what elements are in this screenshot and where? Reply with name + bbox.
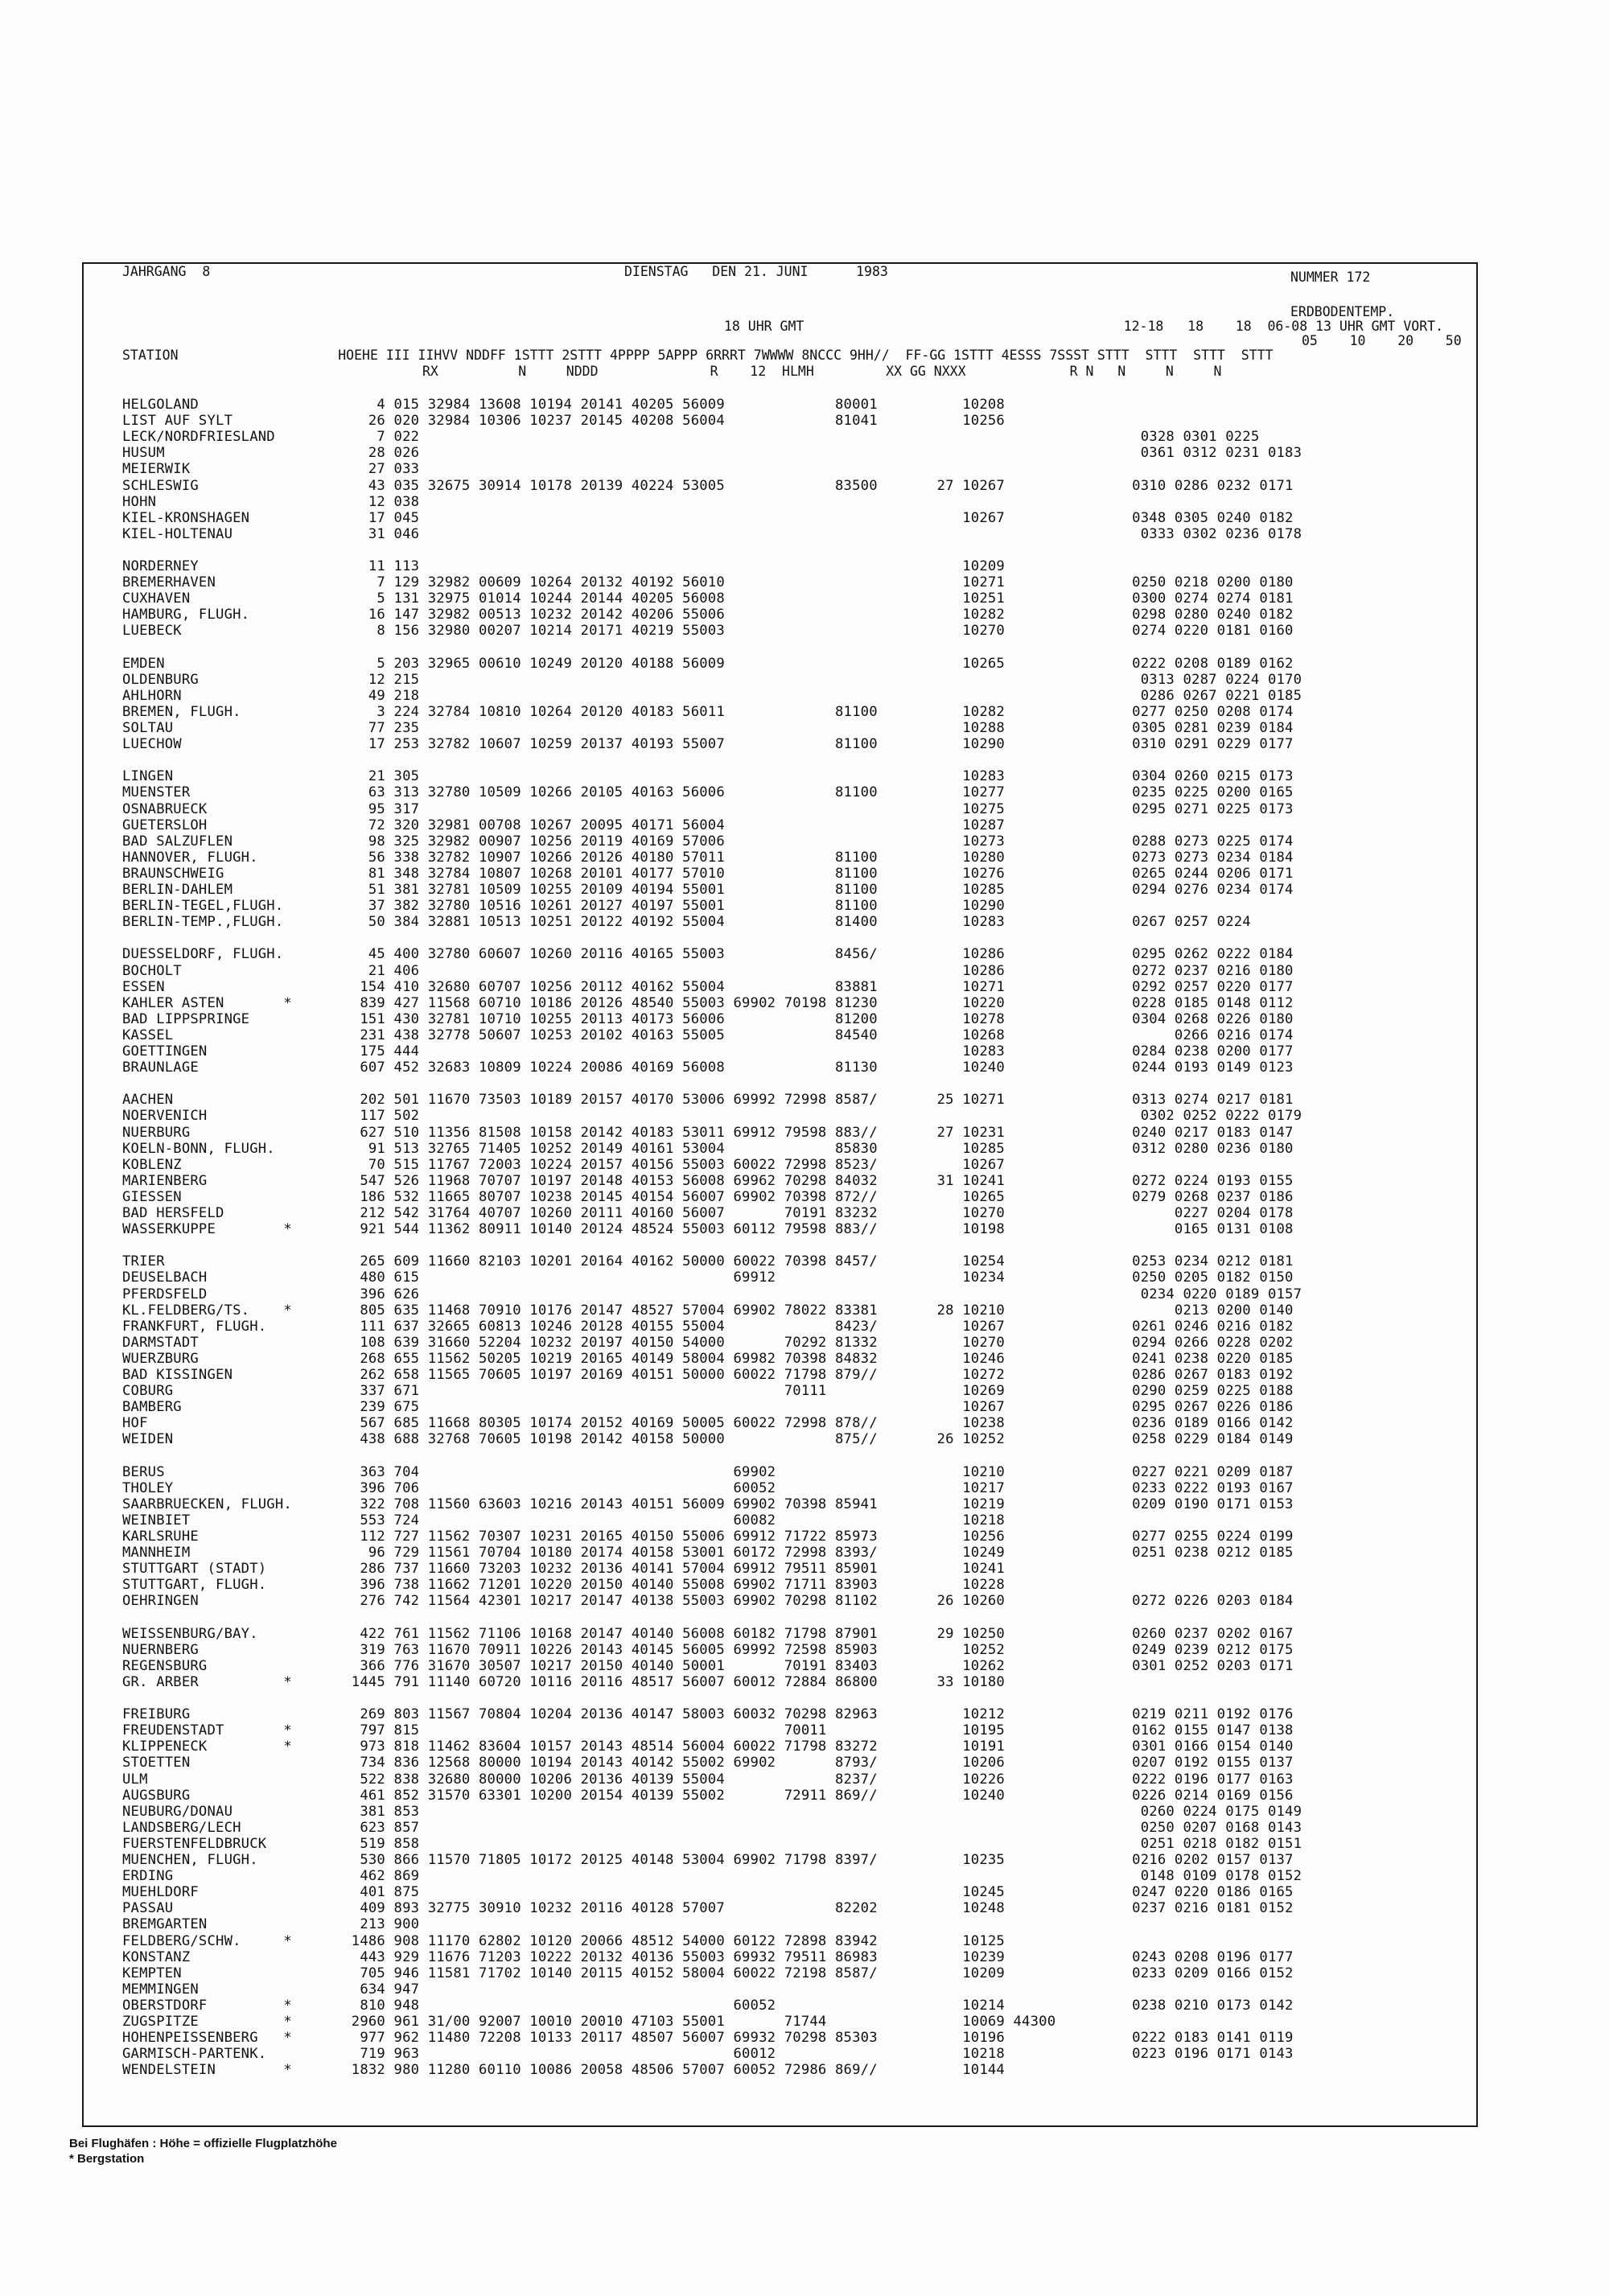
- table-row: AUGSBURG 461 852 31570 63301 10200 20154 40139 55002 72911 869// 10240 0226 0214 0169 0156: [122, 1787, 1294, 1804]
- table-row: MANNHEIM 96 729 11561 70704 10180 20174 40158 53001 60172 72998 8393/ 10249 0251 0238 0212 0185: [122, 1545, 1294, 1562]
- report-number: NUMMER 172: [1290, 270, 1371, 285]
- table-row: BREMERHAVEN 7 129 32982 00609 10264 20132 40192 56010 10271 0250 0218 0200 0180: [122, 574, 1294, 591]
- table-row: KIEL-KRONSHAGEN 17 045 10267 0348 0305 0240 0182: [122, 509, 1294, 526]
- table-row: WENDELSTEIN * 1832 980 11280 60110 10086 20058 48506 57007 60052 72986 869// 10144: [122, 2062, 1005, 2079]
- table-row: LANDSBERG/LECH 623 857 0250 0207 0168 0143: [122, 1819, 1302, 1836]
- column-header-line3: 05 10 20 50: [1302, 333, 1462, 348]
- table-row: LUECHOW 17 253 32782 10607 10259 20137 40193 55007 81100 10290 0310 0291 0229 0177: [122, 736, 1294, 753]
- table-row: WASSERKUPPE * 921 544 11362 80911 10140 20124 48524 55003 60112 79598 883// 10198 0165 0131 0108: [122, 1221, 1294, 1238]
- table-row: KONSTANZ 443 929 11676 71203 10222 20132 40136 55003 69932 79511 86983 10239 0243 0208 0196 0177: [122, 1948, 1294, 1965]
- table-row: PFERDSFELD 396 626 0234 0220 0189 0157: [122, 1286, 1302, 1302]
- table-row: NOERVENICH 117 502 0302 0252 0222 0179: [122, 1108, 1302, 1125]
- column-header-line5: RX N NDDD R 12 HLMH XX GG NXXX R N N N N: [422, 364, 1222, 379]
- table-row: ERDING 462 869 0148 0109 0178 0152: [122, 1868, 1302, 1885]
- table-row: FUERSTENFELDBRUCK 519 858 0251 0218 0182 0151: [122, 1835, 1302, 1852]
- table-row: BAD HERSFELD 212 542 31764 40707 10260 20111 40160 56007 70191 83232 10270 0227 0204 0178: [122, 1205, 1294, 1221]
- table-row: BOCHOLT 21 406 10286 0272 0237 0216 0180: [122, 962, 1294, 979]
- table-row: FREIBURG 269 803 11567 70804 10204 20136 40147 58003 60032 70298 82963 10212 0219 0211 0192 0176: [122, 1706, 1294, 1723]
- table-row: GARMISCH-PARTENK. 719 963 60012 10218 0223 0196 0171 0143: [122, 2046, 1294, 2063]
- table-row: KASSEL 231 438 32778 50607 10253 20102 40163 55005 84540 10268 0266 0216 0174: [122, 1027, 1294, 1043]
- report-date: DIENSTAG DEN 21. JUNI 1983: [624, 264, 888, 279]
- table-row: DARMSTADT 108 639 31660 52204 10232 20197 40150 54000 70292 81332 10270 0294 0266 0228 0202: [122, 1334, 1294, 1351]
- table-row: FRANKFURT, FLUGH. 111 637 32665 60813 10246 20128 40155 55004 8423/ 10267 0261 0246 0216 0182: [122, 1318, 1294, 1335]
- table-row: WUERZBURG 268 655 11562 50205 10219 20165 40149 58004 69982 70398 84832 10246 0241 0238 0220 0185: [122, 1350, 1294, 1367]
- table-row: BERLIN-TEMP.,FLUGH. 50 384 32881 10513 10251 20122 40192 55004 81400 10283 0267 0257 0224: [122, 914, 1251, 931]
- table-row: BERUS 363 704 69902 10210 0227 0221 0209 0187: [122, 1463, 1294, 1480]
- table-row: NUERNBERG 319 763 11670 70911 10226 20143 40145 56005 69992 72598 85903 10252 0249 0239 0212 0175: [122, 1641, 1294, 1658]
- table-row: STOETTEN 734 836 12568 80000 10194 20143 40142 55002 69902 8793/ 10206 0207 0192 0155 0137: [122, 1755, 1294, 1771]
- footnote-airports: Bei Flughäfen : Höhe = offizielle Flugplatzhöhe: [69, 2137, 337, 2150]
- table-row: WEINBIET 553 724 60082 10218: [122, 1512, 1005, 1529]
- table-row: HOHN 12 038: [122, 493, 420, 510]
- table-row: KEMPTEN 705 946 11581 71702 10140 20115 40152 58004 60022 72198 8587/ 10209 0233 0209 0166 0152: [122, 1965, 1294, 1981]
- table-row: KAHLER ASTEN * 839 427 11568 60710 10186 20126 48540 55003 69902 70198 81230 10220 0228 0185 0148 0112: [122, 994, 1294, 1011]
- table-row: AACHEN 202 501 11670 73503 10189 20157 40170 53006 69992 72998 8587/ 25 10271 0313 0274 0217 0181: [122, 1092, 1294, 1109]
- table-row: HUSUM 28 026 0361 0312 0231 0183: [122, 445, 1302, 462]
- footnote-mountain-station: * Bergstation: [69, 2152, 145, 2166]
- table-row: LINGEN 21 305 10283 0304 0260 0215 0173: [122, 768, 1294, 785]
- jahrgang-label: JAHRGANG 8: [122, 264, 211, 279]
- table-row: KL.FELDBERG/TS. * 805 635 11468 70910 10176 20147 48527 57004 69902 78022 83381 28 10210 0213 0200 0140: [122, 1302, 1294, 1319]
- table-row: KOBLENZ 70 515 11767 72003 10224 20157 40156 55003 60022 72998 8523/ 10267: [122, 1156, 1005, 1173]
- table-row: BAMBERG 239 675 10267 0295 0267 0226 0186: [122, 1399, 1294, 1416]
- table-row: HOF 567 685 11668 80305 10174 20152 40169 50005 60022 72998 878// 10238 0236 0189 0166 0142: [122, 1415, 1294, 1432]
- table-row: HOHENPEISSENBERG * 977 962 11480 72208 10133 20117 48507 56007 69932 70298 85303 10196 0222 0183 0141 0119: [122, 2030, 1294, 2047]
- table-row: BRAUNLAGE 607 452 32683 10809 10224 20086 40169 56008 81130 10240 0244 0193 0149 0123: [122, 1060, 1294, 1076]
- table-row: HANNOVER, FLUGH. 56 338 32782 10907 10266 20126 40180 57011 81100 10280 0273 0273 0234 0184: [122, 849, 1294, 866]
- table-row: STUTTGART (STADT) 286 737 11660 73203 10232 20136 40141 57004 69912 79511 85901 10241: [122, 1561, 1005, 1578]
- table-row: KLIPPENECK * 973 818 11462 83604 10157 20143 48514 56004 60022 71798 83272 10191 0301 0166 0154 0140: [122, 1738, 1294, 1755]
- table-row: GOETTINGEN 175 444 10283 0284 0238 0200 0177: [122, 1043, 1294, 1060]
- table-row: WEIDEN 438 688 32768 70605 10198 20142 40158 50000 875// 26 10252 0258 0229 0184 0149: [122, 1431, 1294, 1448]
- table-row: BREMGARTEN 213 900: [122, 1916, 420, 1933]
- table-row: PASSAU 409 893 32775 30910 10232 20116 40128 57007 82202 10248 0237 0216 0181 0152: [122, 1900, 1294, 1917]
- table-row: BAD SALZUFLEN 98 325 32982 00907 10256 20119 40169 57006 10273 0288 0273 0225 0174: [122, 833, 1294, 850]
- table-row: OEHRINGEN 276 742 11564 42301 10217 20147 40138 55003 69902 70298 81102 26 10260 0272 0226 0203 0184: [122, 1593, 1294, 1610]
- table-row: GIESSEN 186 532 11665 80707 10238 20145 40154 56007 69902 70398 872// 10265 0279 0268 0237 0186: [122, 1188, 1294, 1205]
- table-row: FELDBERG/SCHW. * 1486 908 11170 62802 10120 20066 48512 54000 60122 72898 83942 10125: [122, 1932, 1005, 1949]
- table-row: SAARBRUECKEN, FLUGH. 322 708 11560 63603 10216 20143 40151 56009 69902 70398 85941 10219 0209 0190 0171 0153: [122, 1496, 1294, 1512]
- table-row: MUEHLDORF 401 875 10245 0247 0220 0186 0165: [122, 1884, 1294, 1901]
- table-row: OBERSTDORF * 810 948 60052 10214 0238 0210 0173 0142: [122, 1997, 1294, 2014]
- table-row: THOLEY 396 706 60052 10217 0233 0222 0193 0167: [122, 1479, 1294, 1496]
- table-row: STUTTGART, FLUGH. 396 738 11662 71201 10220 20150 40140 55008 69902 71711 83903 10228: [122, 1577, 1005, 1594]
- table-row: HAMBURG, FLUGH. 16 147 32982 00513 10232 20142 40206 55006 10282 0298 0280 0240 0182: [122, 607, 1294, 623]
- table-row: WEISSENBURG/BAY. 422 761 11562 71106 10168 20147 40140 56008 60182 71798 87901 29 10250 0260 0237 0202 0167: [122, 1625, 1294, 1642]
- table-row: NUERBURG 627 510 11356 81508 10158 20142 40183 53011 69912 79598 883// 27 10231 0240 0217 0183 0147: [122, 1124, 1294, 1141]
- table-row: NEUBURG/DONAU 381 853 0260 0224 0175 0149: [122, 1803, 1302, 1820]
- table-row: MUENSTER 63 313 32780 10509 10266 20105 40163 56006 81100 10277 0235 0225 0200 0165: [122, 784, 1294, 801]
- table-row: TRIER 265 609 11660 82103 10201 20164 40162 50000 60022 70398 8457/ 10254 0253 0234 0212 0181: [122, 1253, 1294, 1270]
- table-row: KOELN-BONN, FLUGH. 91 513 32765 71405 10252 20149 40161 53004 85830 10285 0312 0280 0236 0180: [122, 1140, 1294, 1157]
- column-header-line2: 18 UHR GMT 12-18 18 18 06-08 13 UHR GMT VORT.: [724, 319, 1444, 334]
- table-row: ZUGSPITZE * 2960 961 31/00 92007 10010 20010 47103 55001 71744 10069 44300: [122, 2014, 1056, 2030]
- table-row: DEUSELBACH 480 615 69912 10234 0250 0205 0182 0150: [122, 1269, 1294, 1286]
- table-row: REGENSBURG 366 776 31670 30507 10217 20150 40140 50001 70191 83403 10262 0301 0252 0203 0171: [122, 1657, 1294, 1674]
- table-row: ULM 522 838 32680 80000 10206 20136 40139 55004 8237/ 10226 0222 0196 0177 0163: [122, 1771, 1294, 1788]
- table-row: MARIENBERG 547 526 11968 70707 10197 20148 40153 56008 69962 70298 84032 31 10241 0272 0224 0193 0155: [122, 1172, 1294, 1189]
- table-row: SOLTAU 77 235 10288 0305 0281 0239 0184: [122, 720, 1294, 736]
- table-row: ESSEN 154 410 32680 60707 10256 20112 40162 55004 83881 10271 0292 0257 0220 0177: [122, 978, 1294, 995]
- table-row: OLDENBURG 12 215 0313 0287 0224 0170: [122, 671, 1302, 688]
- table-row: LIST AUF SYLT 26 020 32984 10306 10237 20145 40208 56004 81041 10256: [122, 413, 1005, 430]
- table-row: MUENCHEN, FLUGH. 530 866 11570 71805 10172 20125 40148 53004 69902 71798 8397/ 10235 0216 0202 0157 0137: [122, 1852, 1294, 1868]
- table-row: GR. ARBER * 1445 791 11140 60720 10116 20116 48517 56007 60012 72884 86800 33 10180: [122, 1673, 1005, 1690]
- table-row: SCHLESWIG 43 035 32675 30914 10178 20139 40224 53005 83500 27 10267 0310 0286 0232 0171: [122, 477, 1294, 494]
- table-row: LECK/NORDFRIESLAND 7 022 0328 0301 0225: [122, 429, 1260, 446]
- table-row: KARLSRUHE 112 727 11562 70307 10231 20165 40150 55006 69912 71722 85973 10256 0277 0255 0224 0199: [122, 1529, 1294, 1545]
- table-row: LUEBECK 8 156 32980 00207 10214 20171 40219 55003 10270 0274 0220 0181 0160: [122, 623, 1294, 640]
- table-row: KIEL-HOLTENAU 31 046 0333 0302 0236 0178: [122, 525, 1302, 542]
- table-row: BERLIN-DAHLEM 51 381 32781 10509 10255 20109 40194 55001 81100 10285 0294 0276 0234 0174: [122, 882, 1294, 898]
- table-row: MEIERWIK 27 033: [122, 461, 420, 478]
- table-row: BRAUNSCHWEIG 81 348 32784 10807 10268 20101 40177 57010 81100 10276 0265 0244 0206 0171: [122, 865, 1294, 882]
- table-row: BREMEN, FLUGH. 3 224 32784 10810 10264 20120 40183 56011 81100 10282 0277 0250 0208 0174: [122, 703, 1294, 720]
- table-row: EMDEN 5 203 32965 00610 10249 20120 40188 56009 10265 0222 0208 0189 0162: [122, 655, 1294, 672]
- table-row: COBURG 337 671 70111 10269 0290 0259 0225 0188: [122, 1383, 1294, 1400]
- column-header-line1: ERDBODENTEMP.: [1290, 304, 1395, 319]
- table-row: BAD KISSINGEN 262 658 11565 70605 10197 20169 40151 50000 60022 71798 879// 10272 0286 0267 0183 0192: [122, 1367, 1294, 1383]
- table-row: NORDERNEY 11 113 10209: [122, 558, 1005, 574]
- table-row: BAD LIPPSPRINGE 151 430 32781 10710 10255 20113 40173 56006 81200 10278 0304 0268 0226 0180: [122, 1010, 1294, 1027]
- table-row: CUXHAVEN 5 131 32975 01014 10244 20144 40205 56008 10251 0300 0274 0274 0181: [122, 590, 1294, 607]
- table-row: HELGOLAND 4 015 32984 13608 10194 20141 40205 56009 80001 10208: [122, 397, 1005, 413]
- column-header-line4: STATION HOEHE III IIHVV NDDFF 1STTT 2STTT 4PPPP 5APPP 6RRRT 7WWWW 8NCCC 9HH// FF-GG 1STTT 4ESSS 7SSST STTT STTT STTT STTT: [122, 348, 1274, 363]
- table-row: MEMMINGEN 634 947: [122, 1981, 420, 1998]
- table-row: DUESSELDORF, FLUGH. 45 400 32780 60607 10260 20116 40165 55003 8456/ 10286 0295 0262 0222 0184: [122, 946, 1294, 963]
- table-row: BERLIN-TEGEL,FLUGH. 37 382 32780 10516 10261 20127 40197 55001 81100 10290: [122, 898, 1005, 915]
- table-row: GUETERSLOH 72 320 32981 00708 10267 20095 40171 56004 10287: [122, 817, 1005, 833]
- table-row: OSNABRUECK 95 317 10275 0295 0271 0225 0173: [122, 800, 1294, 817]
- table-row: FREUDENSTADT * 797 815 70011 10195 0162 0155 0147 0138: [122, 1722, 1294, 1739]
- table-row: AHLHORN 49 218 0286 0267 0221 0185: [122, 687, 1302, 704]
